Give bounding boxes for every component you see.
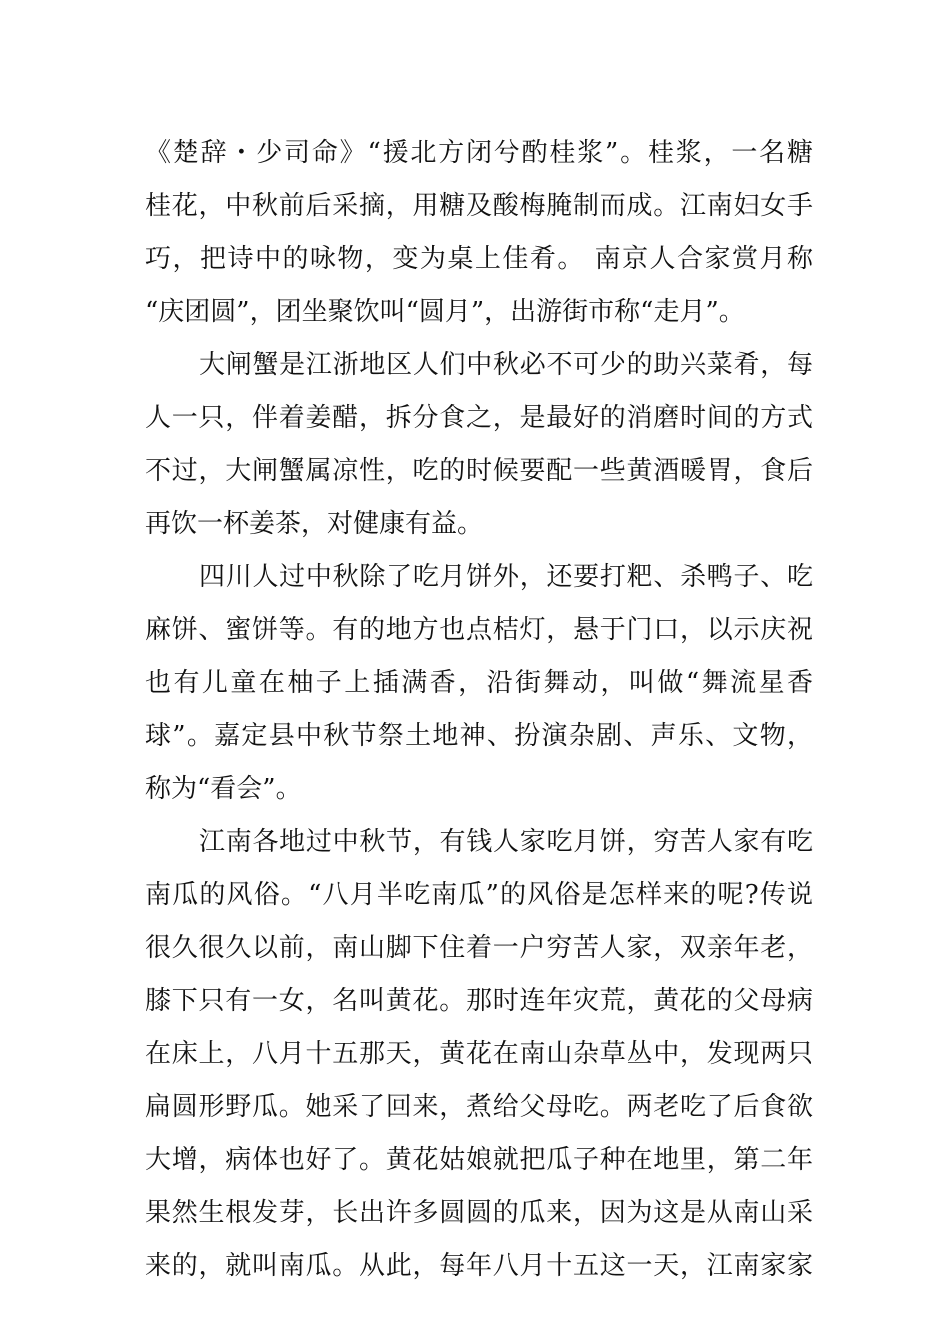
text-line: 称为“看会”。 [145,774,302,804]
text-line: 很久很久以前，南山脚下住着一户穷苦人家，双亲年老， [145,933,813,963]
text-line: 麻饼、蜜饼等。有的地方也点桔灯，悬于门口，以示庆祝 [145,615,813,645]
text-line: 球”。嘉定县中秋节祭土地神、扮演杂剧、声乐、文物， [145,721,813,751]
text-line: 在床上，八月十五那天，黄花在南山杂草丛中，发现两只 [145,1039,813,1069]
text-line: 南瓜的风俗。“八月半吃南瓜”的风俗是怎样来的呢?传说 [145,880,813,910]
text-line: 大增，病体也好了。黄花姑娘就把瓜子种在地里，第二年 [145,1145,813,1175]
text-line: 《楚辞・少司命》“援北方闭兮酌桂浆”。桂浆，一名糖 [145,138,813,168]
paragraph-first-line: 大闸蟹是江浙地区人们中秋必不可少的助兴菜肴，每 [199,350,813,380]
text-line: 巧，把诗中的咏物，变为桌上佳肴。 南京人合家赏月称 [145,244,813,274]
text-line: 来的，就叫南瓜。从此，每年八月十五这一天，江南家家 [145,1251,813,1281]
text-line: 果然生根发芽，长出许多圆圆的瓜来，因为这是从南山采 [145,1198,813,1228]
paragraph-first-line: 江南各地过中秋节，有钱人家吃月饼，穷苦人家有吃 [199,827,813,857]
text-line: “庆团圆”，团坐聚饮叫“圆月”，出游街市称“走月”。 [145,297,745,327]
text-line: 也有儿童在柚子上插满香，沿街舞动，叫做“舞流星香 [145,668,813,698]
text-line: 膝下只有一女，名叫黄花。那时连年灾荒，黄花的父母病 [145,986,813,1016]
body-text [145,127,813,1293]
text-line: 扁圆形野瓜。她采了回来，煮给父母吃。两老吃了后食欲 [145,1092,813,1122]
text-line: 再饮一杯姜茶，对健康有益。 [145,509,484,539]
text-line: 人一只，伴着姜醋，拆分食之，是最好的消磨时间的方式 [145,403,813,433]
paragraph-first-line: 四川人过中秋除了吃月饼外，还要打粑、杀鸭子、吃 [199,562,813,592]
text-line: 不过，大闸蟹属凉性，吃的时候要配一些黄酒暖胃，食后 [145,456,813,486]
text-line: 桂花，中秋前后采摘，用糖及酸梅腌制而成。江南妇女手 [145,191,813,221]
